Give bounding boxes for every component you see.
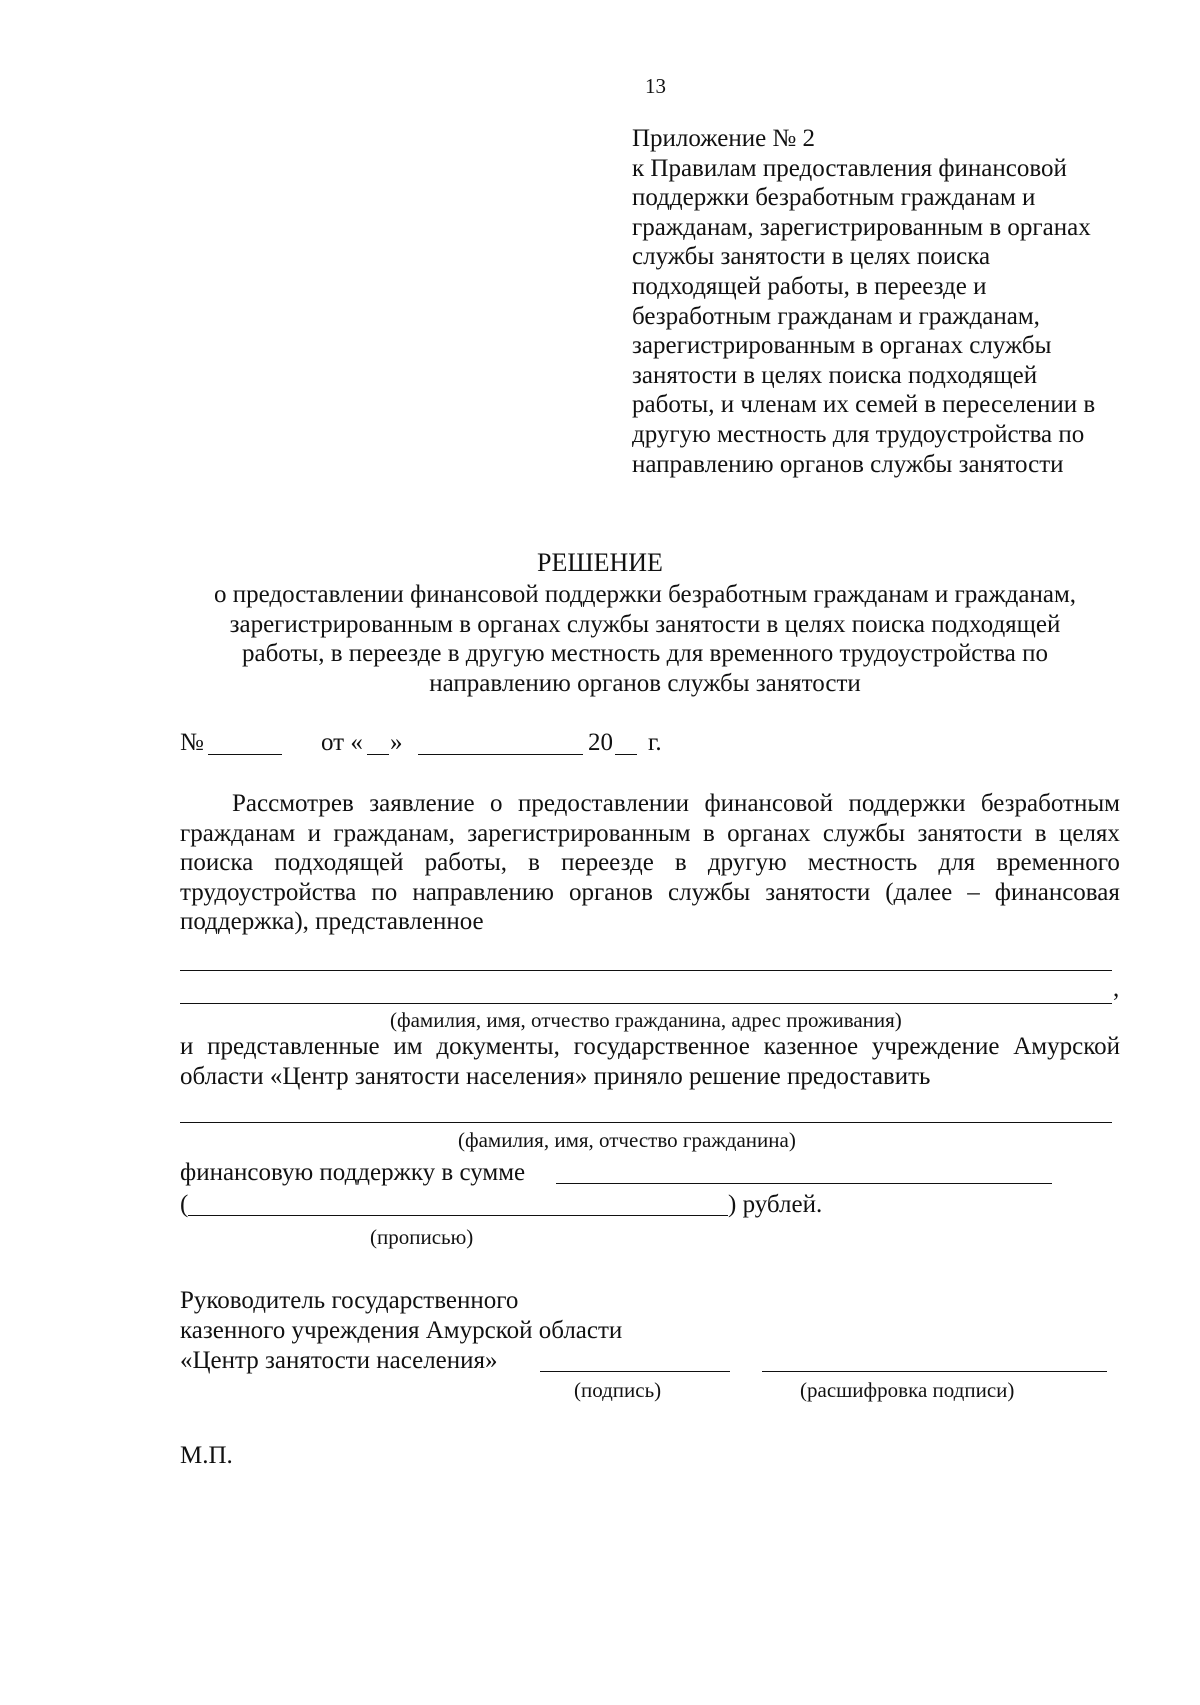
amount-label: финансовую поддержку в сумме bbox=[180, 1159, 526, 1186]
paragraph-line bbox=[180, 878, 1120, 908]
word: казенное bbox=[763, 1033, 859, 1060]
appendix-header bbox=[632, 124, 1152, 479]
amount-blank[interactable] bbox=[556, 1183, 1052, 1184]
amount-words-blank[interactable] bbox=[188, 1215, 728, 1216]
stamp-place: М.П. bbox=[180, 1442, 233, 1469]
amount-close-rub: ) рублей. bbox=[728, 1191, 823, 1218]
word: местность bbox=[807, 849, 918, 877]
appendix-line: безработным гражданам и гражданам, bbox=[632, 302, 1040, 330]
day-blank[interactable] bbox=[367, 754, 389, 755]
signature-decode-blank[interactable] bbox=[762, 1371, 1107, 1372]
word: работы, bbox=[424, 849, 508, 877]
word: занятости bbox=[765, 878, 871, 906]
word: в bbox=[1034, 819, 1047, 847]
word: занятости bbox=[917, 819, 1023, 847]
word: (далее bbox=[885, 878, 953, 906]
word: представленные bbox=[207, 1033, 380, 1060]
date-close-quote: » bbox=[390, 729, 403, 756]
word: поддержки bbox=[848, 790, 966, 817]
word: временного bbox=[996, 849, 1120, 877]
word: органах bbox=[727, 819, 811, 847]
number-sign: № bbox=[180, 729, 204, 756]
paragraph-line bbox=[180, 789, 1120, 819]
paragraph-line bbox=[180, 819, 1120, 849]
word: другую bbox=[707, 849, 787, 877]
citizen-info-caption: (фамилия, имя, отчество гражданина, адрес проживания) bbox=[390, 1008, 902, 1032]
document-subtitle bbox=[0, 580, 1200, 698]
paragraph-line bbox=[180, 907, 1120, 937]
word: направлению bbox=[412, 878, 554, 906]
word: службы bbox=[822, 819, 906, 847]
word: финансовой bbox=[704, 790, 834, 817]
year-suffix: г. bbox=[648, 729, 662, 756]
month-blank[interactable] bbox=[418, 754, 583, 755]
subtitle-line: о предоставлении финансовой поддержки безработным гражданам и гражданам, bbox=[213, 581, 1077, 608]
decision-paragraph bbox=[180, 789, 1120, 937]
word: в bbox=[528, 849, 540, 877]
document-title: РЕШЕНИЕ bbox=[537, 548, 663, 577]
appendix-line: службы занятости в целях поиска bbox=[632, 243, 991, 271]
documents-line bbox=[180, 1033, 1120, 1061]
word: документы, bbox=[436, 1033, 560, 1060]
word: целях bbox=[1058, 819, 1120, 847]
word: гражданам bbox=[180, 819, 296, 847]
year-blank[interactable] bbox=[615, 754, 637, 755]
word: в bbox=[702, 819, 715, 847]
appendix-line: поддержки безработным гражданам и bbox=[632, 184, 1036, 212]
paragraph-line bbox=[180, 848, 1120, 878]
signatory-line: казенного учреждения Амурской области bbox=[180, 1317, 623, 1344]
word: подходящей bbox=[274, 849, 404, 877]
word: трудоустройства bbox=[180, 878, 357, 906]
word: им bbox=[393, 1033, 423, 1060]
word: по bbox=[371, 878, 398, 906]
appendix-line: зарегистрированным в органах службы bbox=[632, 332, 1052, 360]
signatory-line: Руководитель государственного bbox=[180, 1287, 519, 1314]
word: и bbox=[307, 819, 321, 847]
year-prefix: 20 bbox=[588, 729, 613, 756]
decision-text-line: области «Центр занятости населения» приняло решение предоставить bbox=[180, 1063, 931, 1090]
appendix-line: гражданам, зарегистрированным в органах bbox=[632, 213, 1091, 241]
signatory-line: «Центр занятости населения» bbox=[180, 1347, 498, 1374]
signature-caption: (подпись) bbox=[574, 1378, 662, 1402]
word: финансовая bbox=[994, 878, 1120, 906]
word: предоставлении bbox=[517, 790, 690, 817]
word: гражданам, bbox=[333, 819, 455, 847]
subtitle-line: зарегистрированным в органах службы занятости в целях поиска подходящей bbox=[229, 610, 1061, 638]
appendix-line: занятости в целях поиска подходящей bbox=[632, 361, 1038, 389]
paragraph-tail: поддержка), представленное bbox=[180, 908, 484, 936]
citizen-name-caption: (фамилия, имя, отчество гражданина) bbox=[458, 1128, 796, 1152]
word: службы bbox=[668, 878, 751, 906]
page-number: 13 bbox=[645, 74, 666, 98]
word: для bbox=[938, 849, 976, 877]
citizen-name-blank[interactable] bbox=[180, 1122, 1112, 1123]
word: – bbox=[967, 878, 980, 906]
date-from-label: от « bbox=[321, 729, 363, 756]
signature-blank[interactable] bbox=[540, 1371, 730, 1372]
appendix-line: работы, и членам их семей в переселении в bbox=[632, 391, 1096, 419]
amount-words-caption: (прописью) bbox=[370, 1225, 474, 1249]
word: Рассмотрев bbox=[232, 790, 354, 817]
citizen-info-blank-2[interactable] bbox=[180, 1003, 1112, 1004]
appendix-line: подходящей работы, в переезде и bbox=[632, 272, 987, 300]
word: органов bbox=[568, 878, 653, 906]
word: поиска bbox=[180, 849, 254, 877]
word: переезде bbox=[561, 849, 654, 877]
word: зарегистрированным bbox=[467, 819, 691, 847]
word: о bbox=[490, 790, 503, 817]
word: в bbox=[674, 849, 687, 877]
word: учреждение bbox=[871, 1033, 1000, 1060]
trailing-comma: , bbox=[1113, 975, 1120, 1002]
signature-decode-caption: (расшифровка подписи) bbox=[800, 1378, 1015, 1402]
citizen-info-blank-1[interactable] bbox=[180, 970, 1112, 971]
appendix-line: Приложение № 2 bbox=[632, 125, 816, 152]
appendix-line: направлению органов службы занятости bbox=[632, 450, 1064, 478]
subtitle-line: работы, в переезде в другую местность для временного трудоустройства по bbox=[241, 640, 1048, 668]
appendix-line: другую местность для трудоустройства по bbox=[632, 420, 1085, 448]
number-blank[interactable] bbox=[208, 754, 282, 755]
word: государственное bbox=[573, 1033, 750, 1060]
word: безработным bbox=[980, 790, 1120, 817]
subtitle-line: направлению органов службы занятости bbox=[429, 669, 861, 697]
word: заявление bbox=[369, 790, 475, 817]
amount-open-paren: ( bbox=[180, 1191, 189, 1218]
appendix-line: к Правилам предоставления финансовой bbox=[632, 154, 1067, 182]
word: Амурской bbox=[1013, 1033, 1120, 1060]
word: и bbox=[180, 1033, 194, 1060]
